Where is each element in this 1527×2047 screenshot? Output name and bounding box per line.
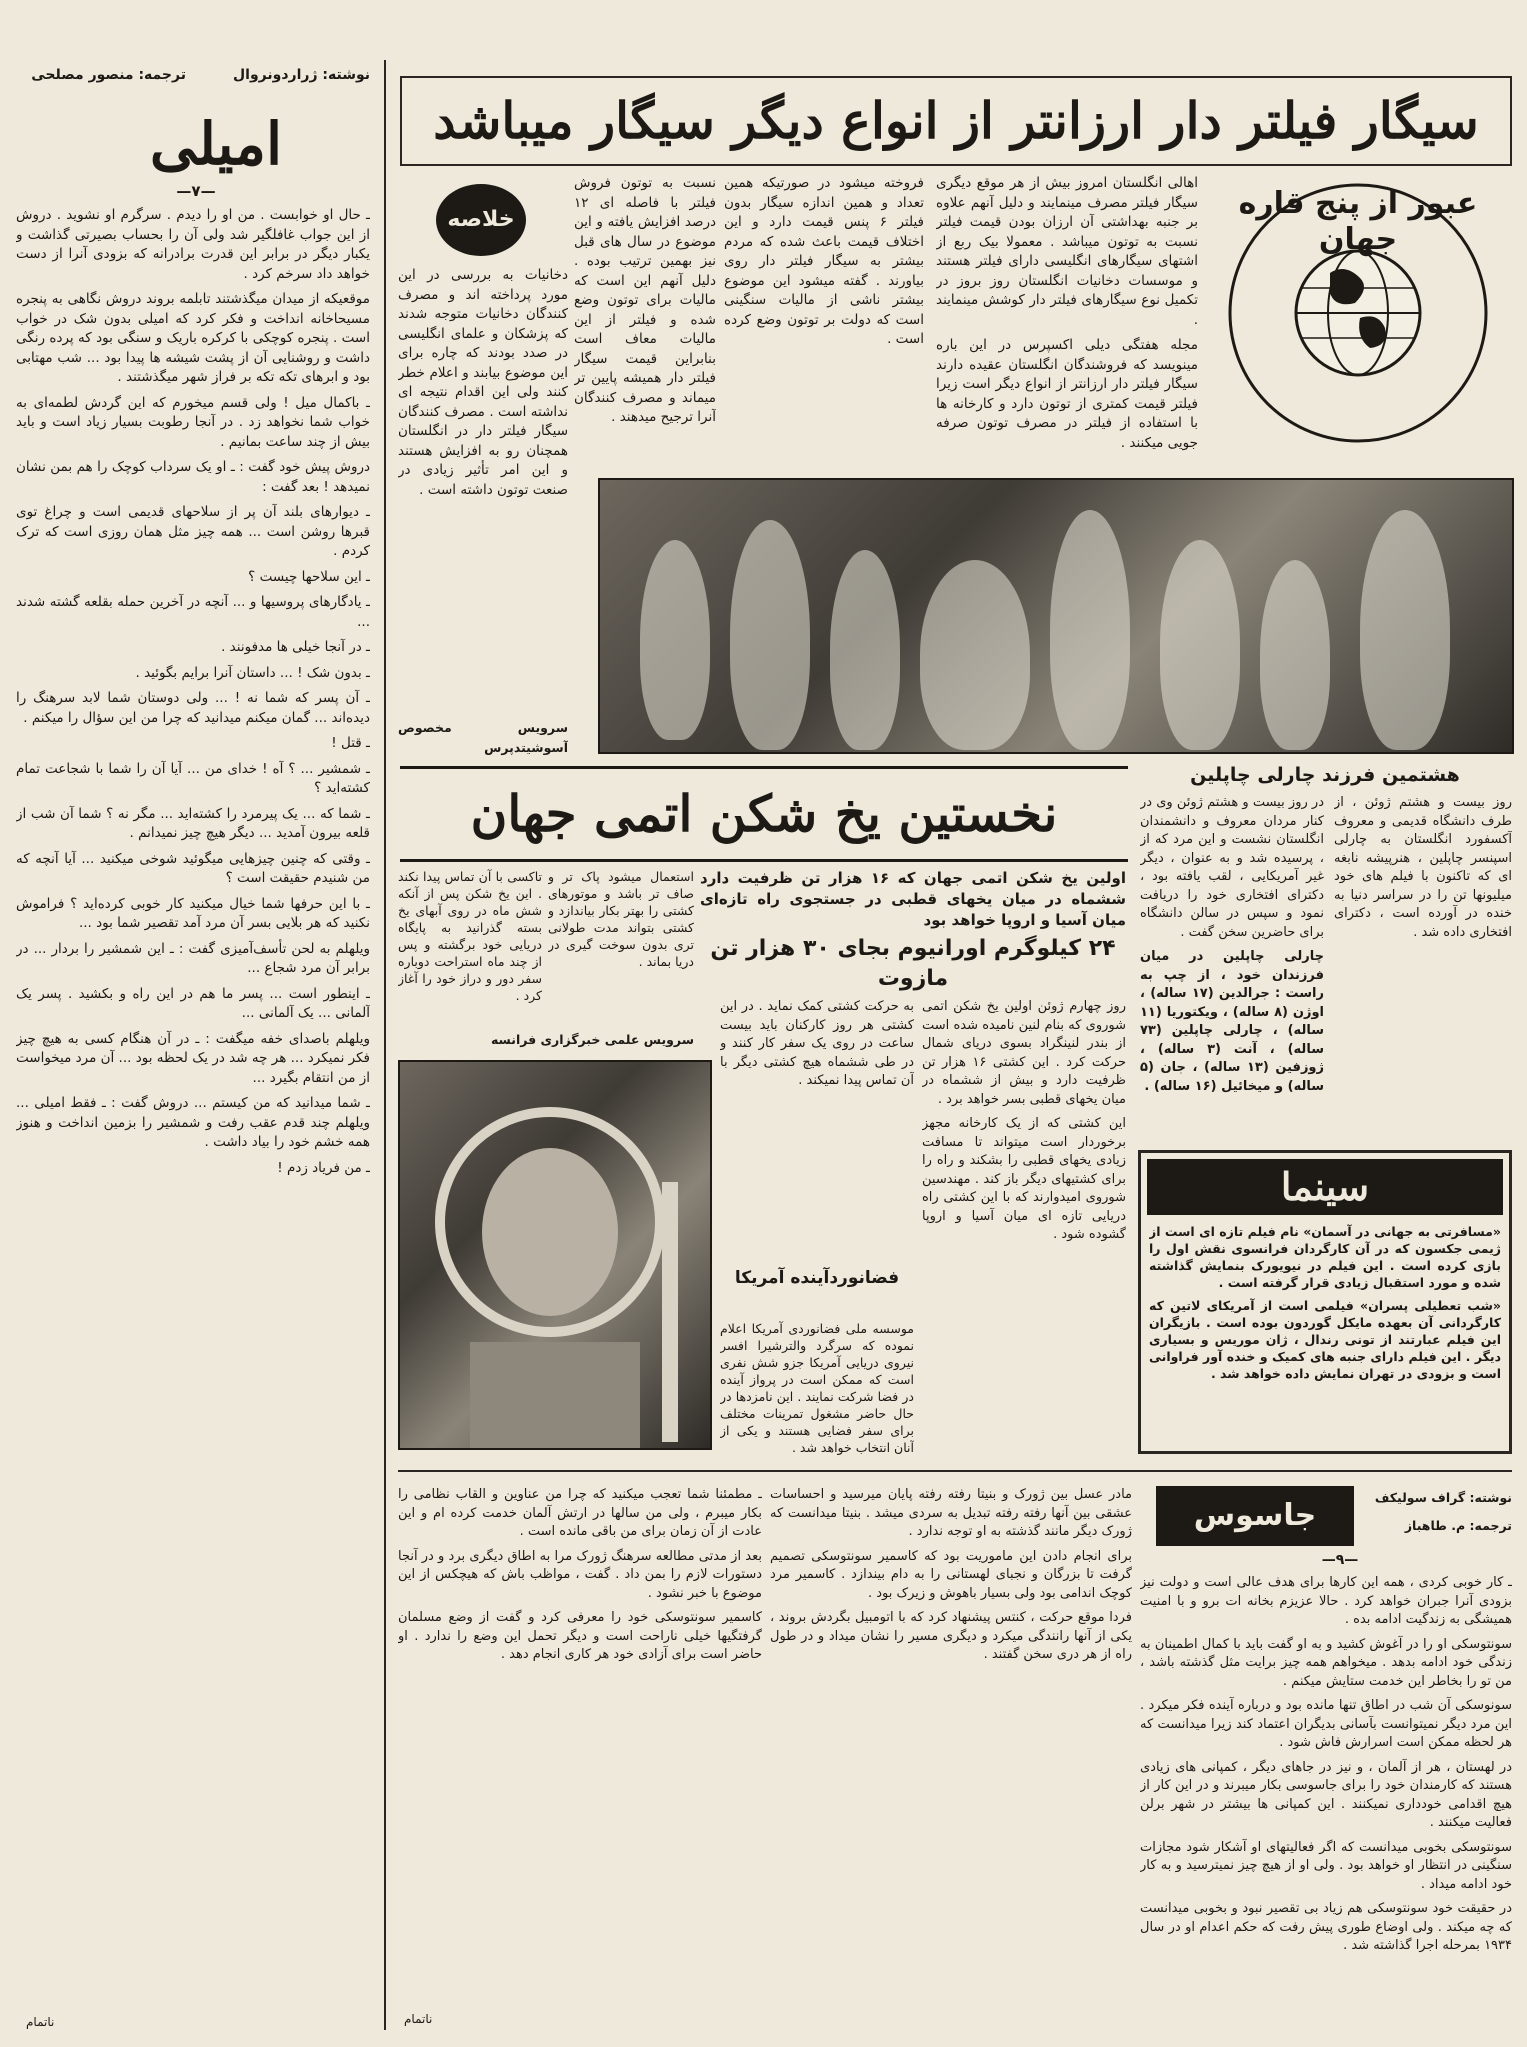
icebreaker-paragraph: این کشتی که از یک کارخانه مجهز برخوردار است میتواند تا مسافت زیادی یخهای قطبی را بشکند و راه را برای کشتیهای دیگر باز کند . مهندسین شوروی امیدوارند که با این کشتی راه دریایی تازه ای میان آسیا و اروپا گشوده شود . <box>922 1116 1126 1242</box>
emily-title: امیلی <box>149 110 283 178</box>
astronaut-photo <box>398 1060 712 1450</box>
icebreaker-col-left <box>548 868 694 1048</box>
emily-paragraph: ـ وقتی که چنین چیزهایی میگوئید شوخی میکنید ... آیا آنچه که من شنیدم حقیقت است ؟ <box>16 850 370 886</box>
cigarette-col-1 <box>936 174 1198 454</box>
photo-figure <box>1260 560 1330 750</box>
cigarette-col-4 <box>398 266 568 716</box>
icebreaker-subhead-2: ۲۴ کیلوگرم اورانیوم بجای ۳۰ هزار تن مازوت <box>710 936 1116 991</box>
emily-paragraph: ویلهلم به لحن تأسف‌آمیزی گفت : ـ این شمشیر را بردار ... در برابر آن مرد شجاع ... <box>16 940 370 976</box>
icebreaker-paragraph: روز چهارم ژوئن اولین یخ شکن اتمی شوروی که بنام لنین نامیده شده است از بندر لنینگراد بسوی دریای شمال حرکت کرد . این کشتی ۱۶ هزار تن ظرفیت دارد و بیش از ششماه در میان یخهای قطبی بسر خواهد برد . <box>922 999 1126 1107</box>
cigarette-headline-box <box>400 76 1512 166</box>
chaplin-paragraph: در روز بیست و هشتم ژوئن وی در کنار مردان معروف و دانشمندان انگلستان نشست و این مرد که از ، پرسیده شد و به عنوان ، دیگر غیر آمریکایی ، لقب یافته بود ، دکترای افتخاری خود را دریافت نمود و سپس در سالن دانشگاه برای حاضرین سخن گفت . <box>1140 795 1324 940</box>
emily-paragraph: ـ دیوارهای بلند آن پر از سلاحهای قدیمی است و چراغ توی قبرها روشن است ... همه چیز مثل همان روزی است که ترک کردم . <box>16 504 370 559</box>
icebreaker-headline: نخستین یخ شکن اتمی جهان <box>470 784 1058 843</box>
cigarette-paragraph: اهالی انگلستان امروز بیش از هر موقع دیگری سیگار فیلتر مصرف مینمایند و دلیل آنهم علاوه بر جنبه بهداشتی آن ارزان بودن قیمت فیلتر نسبت به توتون میباشد . معمولا بیک ربع از اشتهای سیگارهای انگلیسی دارای فیلتر هستند و موسسات دخانیات انگلستان روز بروز در تکمیل نوع سیگارهای فیلتر دار کوشش مینمایند . <box>936 175 1198 328</box>
icebreaker-subhead: اولین یخ شکن اتمی جهان که ۱۶ هزار تن ظرفیت دارد ششماه در میان یخهای قطبی در جستجوی راه تازه‌ای میان آسیا و اروپا خواهد بود <box>700 869 1126 929</box>
emily-paragraph: دروش پیش خود گفت : ـ او یک سرداب کوچک را هم بمن نشان نمیدهد ! بعد گفت : <box>16 459 370 495</box>
cigarette-paragraph: مجله هفتگی دیلی اکسپرس در این باره مینویسد که فروشندگان انگلستان عقیده دارند سیگار فیلتر دار ارزانتر از انواع دیگر است زیرا فیلتر قیمت کمتری از توتون دارد و کارخانه ها با استفاده از فیلتر در مصرف توتون صرفه جویی میکنند . <box>936 337 1198 451</box>
emily-byline-author: نوشته: ژراردونروال <box>233 67 370 83</box>
column-divider <box>384 60 386 2030</box>
spy-end-mark: ناتمام <box>404 2012 433 2026</box>
chaplin-col-2 <box>1140 794 1324 1144</box>
cigarette-paragraph: نسبت به توتون فروش فیلتر با فاصله ای ۱۲ درصد افزایش یافته و این موضوع در سال های قبل نیز بهمین ترتیب بوده . دلیل آنهم این است که مالیات برای توتون وضع شده و فیلتر از این مالیات معاف است بنابراین قیمت سیگار فیلتر دار همیشه پایین تر میماند و مصرف کنندگان آنرا ترجیح میدهند . <box>574 175 716 425</box>
chaplin-caption: چارلی چاپلین در میان فرزندان خود ، از چپ به راست : جرالدین (۱۷ ساله) ، اوژن (۸ ساله) ، ویکتوریا (۱۱ ساله) ، چارلی چاپلین (۷۳ ساله) ، آنت (۳ ساله) ، ژوزفین (۱۳ ساله) ، جان (۵ ساله) و میخائیل (۱۶ ساله) . <box>1140 949 1324 1094</box>
emily-paragraph: ـ شمشیر ... ؟ آه ! خدای من ... آیا آن را شما با شجاعت تمام کشته‌اید ؟ <box>16 760 370 796</box>
emily-paragraph: ـ یادگارهای پروسیها و ... آنچه در آخرین حمله بقلعه گشته شدند ... <box>16 594 370 630</box>
emily-paragraph: ـ بدون شک ! ... داستان آنرا برایم بگوئید . <box>135 664 370 681</box>
spy-paragraph: فردا موقع حرکت ، کنتس پیشنهاد کرد که با اتومبیل بگردش بروند ، یکی از آنها رانندگی میکرد و دیگری مسیر را نشان میداد و در طول راه از هر دری سخن گفتند . <box>770 1610 1132 1662</box>
emily-paragraph: ـ آن پسر که شما نه ! ... ولی دوستان شما لابد سرهنگ را دیده‌اند ... گمان میکنم میدانید که چرا من این سؤال را میکنم . <box>16 690 370 726</box>
spy-paragraph: بعد از مدتی مطالعه سرهنگ ژورک مرا به اطاق دیگری برد و در آنجا دستورات لازم را بمن داد . گفت ، مواظب باش که هیچکس از این موضوع با خبر نشود . <box>398 1548 762 1601</box>
photo-figure <box>1050 510 1130 750</box>
spy-paragraph: سونوسکی آن شب در اطاق تنها مانده بود و درباره آینده فکر میکرد . این مرد دیگر نمیتوانست بآسانی بدیگران اعتماد کند زیرا میدانست که هر لحظه ممکن است اسرارش فاش شود . <box>1140 1698 1512 1750</box>
summary-badge-label: خلاصه <box>447 207 515 232</box>
emily-paragraph: ـ قتل ! <box>331 735 370 751</box>
summary-badge <box>436 184 526 256</box>
emily-paragraph: موقعیکه از میدان میگذشتند تابلمه بروند دروش نگاهی به پنجره مسیحاخانه انداخت و فکر کرد که امیلی بدون شک در خواب است . پنجره کوچکی با کرکره باریک و سنگی بود که پرده رنگی داشت و روشنایی آن از پشت شیشه ها پیدا بود ... شب مهتابی بود و ابرهای تکه تکه بر فراز شهر میگذشتند . <box>16 291 370 385</box>
cinema-item: «مسافرتی به جهانی در آسمان» نام فیلم تازه ای است از ژیمی جکسون که در آن کارگردان فرانسوی نقش اول را بازی کرده است . این فیلم در نیویورک بنمایش گذاشته شده و مورد استقبال زیادی قرار گرفته است . <box>1149 1224 1501 1290</box>
icebreaker-headline-frame <box>400 766 1128 862</box>
emily-body <box>16 206 370 1996</box>
photo-figure <box>640 540 710 740</box>
spy-paragraph: سونتوسکی بخوبی میدانست که اگر فعالیتهای او آشکار شود مجازات سنگینی در انتظار او خواهد بود . ولی او از هیچ چیز نمیترسید و به کار خود ادامه میداد . <box>1140 1839 1512 1892</box>
emily-paragraph: ـ در آنجا خیلی ها مدفونند . <box>221 639 370 655</box>
cigarette-credit: سرویس مخصوص آسوشیتدپرس <box>398 720 568 755</box>
emily-end-mark: ناتمام <box>26 2014 55 2029</box>
emily-paragraph: ـ باکمال میل ! ولی قسم میخورم که این گردش لطمه‌ای به خواب شما نخواهد زد . در آنجا رطوبت بسیار زیاد است و باید بیش از چند ساعت بمانیم . <box>16 394 370 450</box>
emily-paragraph: ـ من فریاد زدم ! <box>277 1159 370 1176</box>
cinema-logo-band <box>1147 1159 1503 1215</box>
spy-col-right <box>1140 1574 1512 2032</box>
icebreaker-col-right <box>922 998 1126 1458</box>
chaplin-col-1 <box>1334 794 1512 1144</box>
cigarette-col-2 <box>724 174 924 464</box>
icebreaker-paragraph: استعمال میشود پاک تر و صاف تر باشد و موتورهای کشتی را بهتر بکار بیاندازد و کشتی بتواند مدت طولانی تری بدون سوخت گیری در دریا بماند . <box>548 869 694 969</box>
astronaut-caption: موسسه ملی فضانوردی آمریکا اعلام نموده که سرگرد والترشیرا افسر نیروی دریایی آمریکا جزو شش نفری است که ممکن است در پرواز آینده در فضا شرکت نمایند . این نامزدها در حال حاضر مشغول تمرینات مختلف برای سفر فضایی هستند و یکی از آنان انتخاب خواهد شد . <box>720 1321 914 1455</box>
spy-title: جاسوس <box>1193 1498 1317 1533</box>
emily-paragraph: ویلهلم باصدای خفه میگفت : ـ در آن هنگام کسی به هیچ چیز فکر نمیکرد ... هر چه شد در یک لحظه بود ... آن مرد میخواست از من انتقام بگیرد ... <box>16 1030 370 1086</box>
spy-paragraph: کاسمیر سونتوسکی خود را معرفی کرد و گفت از وضع مسلمان گرفتگیها خیلی ناراحت است و دیگر تحمل این وضع را ندارد . او حاضر است برای آزادی خود هر کاری انجام دهد . <box>398 1610 762 1662</box>
emily-paragraph: ـ حال او خوابست . من او را دیدم . سرگرم او نشوید . دروش از این جواب غافلگیر شد ولی آن را بحساب بصیرتی گذاشت و یکبار دیگر در برابر این قدرت برادرانه که بزودی آنرا از دست خواهد داد سرخم کرد . <box>16 207 370 282</box>
emily-byline-translator: ترجمه: منصور مصلحی <box>31 67 186 83</box>
cigarette-col-3 <box>574 174 716 464</box>
spy-byline: نوشته: گراف سولیکف <box>1374 1490 1512 1505</box>
cinema-item: «شب تعطیلی پسران» فیلمی است از آمریکای لاتین که کارگردانی آن بعهده مایکل گوردون بوده است . بازیگران این فیلم عبارتند از تونی رندال ، ژان موریس و بسیاری دیگر . این فیلم دارای جنبه های کمیک و خنده آور فراوانی است و بزودی در تهران نمایش داده خواهد شد . <box>1149 1298 1501 1381</box>
cinema-logo: سینما <box>1280 1164 1370 1209</box>
photo-figure <box>1160 540 1240 750</box>
spy-col-left <box>398 1486 762 2006</box>
emily-paragraph: ـ اینطور است ... پسر ما هم در این راه و بکشید . پسر یک آلمانی ... یک آلمانی ... <box>16 985 370 1021</box>
chaplin-headline: هشتمین فرزند چارلی چاپلین <box>1190 764 1460 786</box>
seal-emblem <box>1210 178 1506 448</box>
emily-paragraph: ـ شما که ... یک پیرمرد را کشته‌اید ... مگر نه ؟ شما آن شب از قلعه بیرون آمدید ... دیگر هیچ چیز نمیدانم . <box>16 805 370 841</box>
emily-column <box>16 66 370 2032</box>
spy-paragraph: برای انجام دادن این ماموریت بود که کاسمیر سونتوسکی تصمیم گرفت تا بزرگان و نجبای لهستانی را به دام بیندازد . کاسمیر مرد کوچک اندامی بود ولی بسیار باهوش و زیرک بود . <box>770 1548 1132 1601</box>
emily-paragraph: ـ شما میدانید که من کیستم ... دروش گفت : ـ فقط امیلی ... ویلهلم چند قدم عقب رفت و شمشیر را بزمین انداخت و هنوز همه خشم خود را بیاد داشت . <box>16 1095 370 1150</box>
spy-title-band <box>1156 1486 1354 1546</box>
astronaut-headline: فضانوردآینده آمریکا <box>734 1268 900 1288</box>
spy-part-number: —۹— <box>1321 1552 1359 1568</box>
icebreaker-paragraph: تاکسی با آن تماس پیدا نکند . این یخ شکن پس از آنکه شش ماه در روی آبهای یخ بسته گذرانید به پایگاه دریایی خود برگشته و پس از چند ماه استراحت دوباره سفر دور و دراز خود را آغاز کرد . <box>398 869 542 1003</box>
spy-paragraph: ـ مطمئنا شما تعجب میکنید که چرا من عناوین و القاب نظامی را بکار میبرم ، ولی من سالها در ارتش آلمان خدمت کرده ام و این عادت از آن زمان برای من باقی مانده است . <box>398 1487 762 1539</box>
cinema-body <box>1149 1223 1501 1449</box>
icebreaker-col-far-left <box>398 868 542 1028</box>
cigarette-paragraph: دخانیات به بررسی در این مورد پرداخته اند و مصرف کنندگان دخانیات متوجه شدند که پزشکان و علمای انگلیسی در صدد بودند که چاره برای این موضوع بیابند و اعلام خطر کنند ولی این اقدام نتیجه ای نداشته است . مصرف کنندگان سیگار فیلتر دار در انگلستان همچنان رو به افزایش هستند و این امر تأثیر زیادی در صنعت توتون داشته است . <box>398 267 568 498</box>
photo-figure <box>1360 510 1450 750</box>
icebreaker-paragraph: به حرکت کشتی کمک نماید . در این کشتی هر روز کارکنان باید بیست ساعت در روی یک سفر کار کنند و در طی ششماه هیچ کشتی دیگر با آن تماس پیدا نمیکند . <box>720 999 914 1088</box>
icebreaker-col-mid <box>720 998 914 1258</box>
seal-title: عبور از پنج قاره جهان <box>1238 186 1478 257</box>
emily-paragraph: ـ با این حرفها شما خیال میکنید کار خوبی کرده‌اید ؟ فراموش نکنید که هر بلایی بسر آن مرد آمد تقصیر شما بود ... <box>16 895 370 931</box>
spy-translator: ترجمه: م. طاهباز <box>1404 1518 1512 1533</box>
photo-figure <box>830 550 900 750</box>
chaplin-paragraph: روز بیست و هشتم ژوئن ، از طرف دانشگاه قدیمی و معروف آکسفورد انگلستان به چارلی اسپنسر چاپلین ، هنرپیشه نابغه ای که تاکنون با فیلم های خود میلیونها تن را در سراسر دنیا به خنده در آورده است ، دکترای افتخاری داده شد . <box>1334 795 1512 940</box>
spy-paragraph: ـ کار خوبی کردی ، همه این کارها برای هدف عالی است و دولت نیز بزودی آنرا جبران خواهد کرد . حالا عزیزم بخانه ات برو و با امنیت همیشگی به زندگیت ادامه بده . <box>1140 1575 1512 1627</box>
photo-figure <box>920 560 1030 750</box>
chaplin-family-photo <box>598 478 1514 754</box>
cigarette-paragraph: فروخته میشود در صورتیکه همین تعداد و همین اندازه سیگار بدون فیلتر ۶ پنس قیمت دارد و این اختلاف قیمت باعث شده که مردم بیشتر به سیگار فیلتر دار روی بیاورند . گفته میشود این موضوع بیشتر ناشی از مالیات سنگینی است که دولت بر توتون وضع کرده است . <box>724 175 924 347</box>
spy-paragraph: سونتوسکی او را در آغوش کشید و به او گفت باید با کمال اطمینان به زندگی خود ادامه بدهد . میخواهم همه چیز برایت مثل گذشته باشد ، من تو را بخاطر این خدمت ستایش میکنم . <box>1140 1636 1512 1689</box>
spy-paragraph: مادر عسل بین ژورک و بنیتا رفته رفته پایان میرسید و احساسات عشقی بین آنها رفته رفته تبدیل به سردی میشد . بنیتا میدانست که ژورک دیگر مانند گذشته به او توجه ندارد . <box>770 1487 1132 1539</box>
photo-figure <box>730 520 810 750</box>
spy-col-mid <box>770 1486 1132 2032</box>
emily-part-number: —۷— <box>176 182 216 200</box>
cinema-box <box>1138 1150 1512 1454</box>
spy-paragraph: در لهستان ، هر از آلمان ، و نیز در جاهای دیگر ، کمپانی های زیادی هستند که کارمندان خود را برای جاسوسی بکار میبرند و در این کار از هیچ اقدامی خودداری نمیکنند . این کمپانی ها بیشتر در شهر برلن فعالیت میکنند . <box>1140 1759 1512 1830</box>
astronaut-helmet-icon <box>400 1062 712 1450</box>
spy-paragraph: در حقیقت خود سونتوسکی هم زیاد بی تقصیر نبود و بخوبی میدانست که چه میکند . ولی اوضاع طوری پیش رفت که حکم اعدام او در سال ۱۹۳۴ بمرحله اجرا گذاشته شد . <box>1140 1901 1512 1953</box>
icebreaker-credit: سرویس علمی خبرگزاری فرانسه <box>490 1032 694 1047</box>
emily-paragraph: ـ این سلاحها چیست ؟ <box>248 568 370 585</box>
cigarette-headline: سیگار فیلتر دار ارزانتر از انواع دیگر سیگار میباشد <box>433 91 1479 150</box>
section-divider <box>398 1470 1512 1472</box>
